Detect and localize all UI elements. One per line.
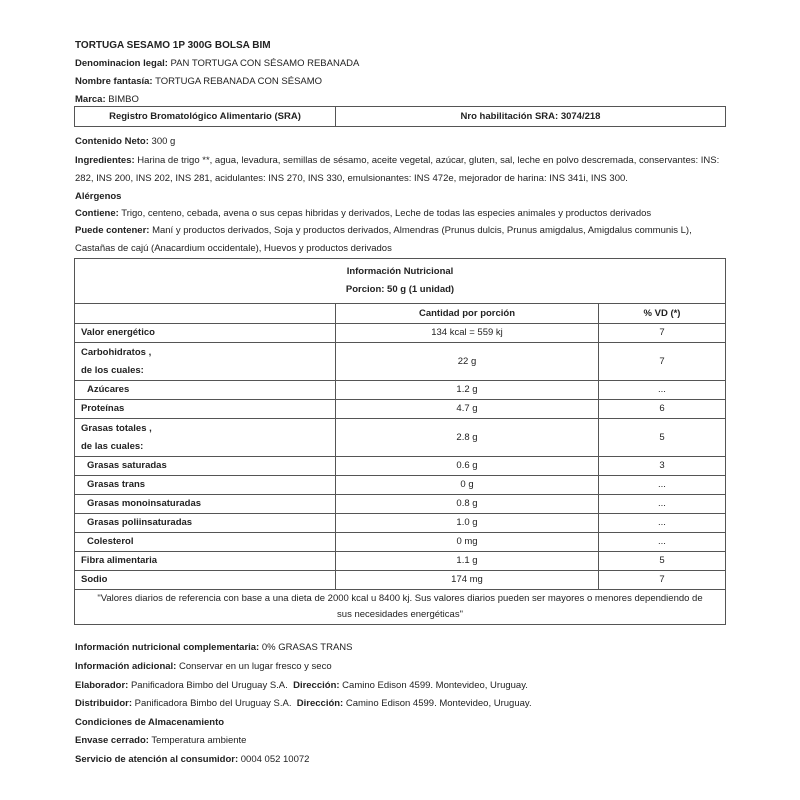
nutrient-name-cell (75, 533, 336, 552)
nutrient-name-cell (75, 324, 336, 343)
nutrient-name: Grasas totales (81, 422, 147, 434)
nutrition-row (75, 495, 726, 514)
nombre-fantasia-label: Nombre fantasía: (75, 76, 153, 87)
product-title: TORTUGA SESAMO 1P 300G BOLSA BIM (75, 40, 271, 51)
elaborador-value: Panificadora Bimbo del Uruguay S.A. (128, 680, 288, 691)
elaborador-label: Elaborador: (75, 680, 129, 691)
nutrient-name: Grasas monoinsaturadas (87, 498, 202, 510)
envase-cerrado-line (75, 735, 246, 747)
marca-value: BIMBO (105, 94, 139, 105)
adicional-line (75, 661, 332, 673)
nutrient-vd: 7 (599, 324, 726, 343)
nutrition-col-amount: Cantidad por porción (336, 304, 599, 324)
nutrient-vd: ... (599, 514, 726, 533)
contiene-label: Contiene: (75, 208, 119, 219)
nutrient-subtitle: de las cuales: (81, 440, 144, 452)
nutrient-name-cell: Carbohidratos , de los cuales: (75, 343, 336, 381)
servicio-label: Servicio de atención al consumidor: (75, 754, 239, 765)
alergenos-heading: Alérgenos (75, 191, 122, 202)
distribuidor-label: Distribuidor: (75, 698, 132, 709)
contiene-value: Trigo, centeno, cebada, avena o sus cepas hibridas y derivados, Leche de todas las especies animales y productos derivados (118, 208, 652, 219)
nutrition-portion: Porcion: 50 g (1 unidad) (345, 284, 455, 295)
nutrition-col-nutrient (75, 304, 336, 324)
distribuidor-direccion-value: Camino Edison 4599. Montevideo, Uruguay. (343, 698, 532, 709)
distribuidor-line (75, 698, 532, 710)
nutrient-name-cell (75, 457, 336, 476)
nutrition-row (75, 343, 726, 381)
nutrient-name-cell (75, 514, 336, 533)
nutrition-rows (75, 324, 726, 590)
nutrition-header-cell (75, 259, 726, 304)
adicional-value: Conservar en un lugar fresco y seco (176, 661, 332, 672)
nutrition-table (74, 258, 726, 625)
nutrient-vd: 6 (599, 400, 726, 419)
denominacion-line (75, 58, 359, 70)
nutrient-name-cell: Grasas totales , de las cuales: (75, 419, 336, 457)
sra-habilitacion-cell: Nro habilitación SRA: 3074/218 (336, 107, 726, 127)
nutrition-row (75, 419, 726, 457)
nutrient-name: Grasas trans (87, 479, 146, 491)
marca-line (75, 94, 139, 106)
nutrient-name: Proteínas (81, 403, 125, 415)
complementaria-line (75, 642, 353, 654)
distribuidor-value: Panificadora Bimbo del Uruguay S.A. (132, 698, 292, 709)
nutrient-amount: 1.2 g (336, 381, 599, 400)
envase-cerrado-value: Temperatura ambiente (148, 735, 247, 746)
nutrient-name: Carbohidratos (81, 346, 146, 358)
nutrient-subtitle: de los cuales: (81, 364, 144, 376)
nutrient-name-cell (75, 571, 336, 590)
envase-cerrado-label: Envase cerrado: (75, 735, 149, 746)
nutrient-name-cell (75, 381, 336, 400)
contenido-value: 300 g (148, 136, 176, 147)
nutrient-name: Azúcares (87, 384, 130, 396)
nutrient-vd: ... (599, 381, 726, 400)
nutrient-vd: 5 (599, 419, 726, 457)
complementaria-value: 0% GRASAS TRANS (259, 642, 353, 653)
nombre-fantasia-value: TORTUGA REBANADA CON SÉSAMO (152, 76, 323, 87)
nutrition-title: Información Nutricional (346, 266, 454, 277)
nutrient-name: Grasas saturadas (87, 460, 167, 472)
complementaria-label: Información nutricional complementaria: (75, 642, 260, 653)
nutrient-vd: 7 (599, 343, 726, 381)
nutrition-row (75, 552, 726, 571)
nutrient-amount: 1.1 g (336, 552, 599, 571)
nutrition-row (75, 381, 726, 400)
nutrient-amount: 0 mg (336, 533, 599, 552)
nutrient-amount: 22 g (336, 343, 599, 381)
nutrient-name: Sodio (81, 574, 108, 586)
ingredientes-value: Harina de trigo **, agua, levadura, semillas de sésamo, aceite vegetal, azúcar, gluten, sal, leche en polvo descremada, conservantes: INS: 282, INS 200, INS 202, INS 281, acidulantes: INS 270, INS 330, emulsionantes: INS 472e, mejorador de harina: INS 341i, INS 300. (75, 155, 720, 184)
nutrient-vd: 7 (599, 571, 726, 590)
nutrient-vd: ... (599, 533, 726, 552)
nutrient-amount: 174 mg (336, 571, 599, 590)
sra-table (74, 106, 726, 127)
nutrient-amount: 4.7 g (336, 400, 599, 419)
adicional-label: Información adicional: (75, 661, 177, 672)
denominacion-label: Denominacion legal: (75, 58, 168, 69)
nutrient-amount: 1.0 g (336, 514, 599, 533)
nutrient-name-cell (75, 552, 336, 571)
elaborador-direccion-label: Dirección: (293, 680, 340, 691)
nutrient-amount: 134 kcal = 559 kj (336, 324, 599, 343)
nutrient-amount: 0.6 g (336, 457, 599, 476)
nutrient-name-cell (75, 495, 336, 514)
nutrient-vd: 5 (599, 552, 726, 571)
servicio-value: 0004 052 10072 (238, 754, 310, 765)
elaborador-direccion-value: Camino Edison 4599. Montevideo, Uruguay. (339, 680, 528, 691)
nutrient-amount: 2.8 g (336, 419, 599, 457)
ingredientes-label: Ingredientes: (75, 155, 135, 166)
nutrient-vd: 3 (599, 457, 726, 476)
nutrition-col-vd: % VD (*) (599, 304, 726, 324)
nutrition-row (75, 400, 726, 419)
nutrition-row (75, 324, 726, 343)
nutrition-row (75, 571, 726, 590)
servicio-line (75, 754, 309, 766)
nutrient-name: Colesterol (87, 536, 134, 548)
nutrition-row (75, 457, 726, 476)
nutrition-row (75, 514, 726, 533)
elaborador-line (75, 680, 528, 692)
sra-registro-cell: Registro Bromatológico Alimentario (SRA) (75, 107, 336, 127)
marca-label: Marca: (75, 94, 106, 105)
puede-contener-label: Puede contener: (75, 225, 150, 236)
nutrient-name-cell (75, 400, 336, 419)
nutrition-row (75, 533, 726, 552)
ingredientes-paragraph (75, 152, 725, 188)
contenido-line (75, 136, 175, 148)
contiene-line (75, 208, 651, 220)
nutrient-vd: ... (599, 476, 726, 495)
nutrient-name-cell (75, 476, 336, 495)
distribuidor-direccion-label: Dirección: (296, 698, 344, 709)
nutrition-footnote: "Valores diarios de referencia con base a una dieta de 2000 kcal u 8400 kj. Sus valores diarios pueden ser mayores o menores dependiendo de sus necesidades energéticas" (75, 590, 726, 625)
nombre-fantasia-line (75, 76, 322, 88)
nutrient-amount: 0.8 g (336, 495, 599, 514)
nutrition-row (75, 476, 726, 495)
nutrient-vd: ... (599, 495, 726, 514)
nutrient-name: Fibra alimentaria (81, 555, 158, 567)
nutrient-name: Grasas poliinsaturadas (87, 517, 193, 529)
nutrient-name: Valor energético (81, 327, 155, 339)
almacenamiento-heading: Condiciones de Almacenamiento (75, 717, 225, 728)
puede-contener-value: Maní y productos derivados, Soja y productos derivados, Almendras (Prunus dulcis, Prunus amigdalus, Amigdalus communis L), Castañas de cajú (Anacardium occidentale), Huevos y productos derivados (75, 225, 692, 254)
contenido-label: Contenido Neto: (75, 136, 149, 147)
nutrient-amount: 0 g (336, 476, 599, 495)
puede-contener-paragraph (75, 222, 725, 258)
denominacion-value: PAN TORTUGA CON SÉSAMO REBANADA (167, 58, 360, 69)
